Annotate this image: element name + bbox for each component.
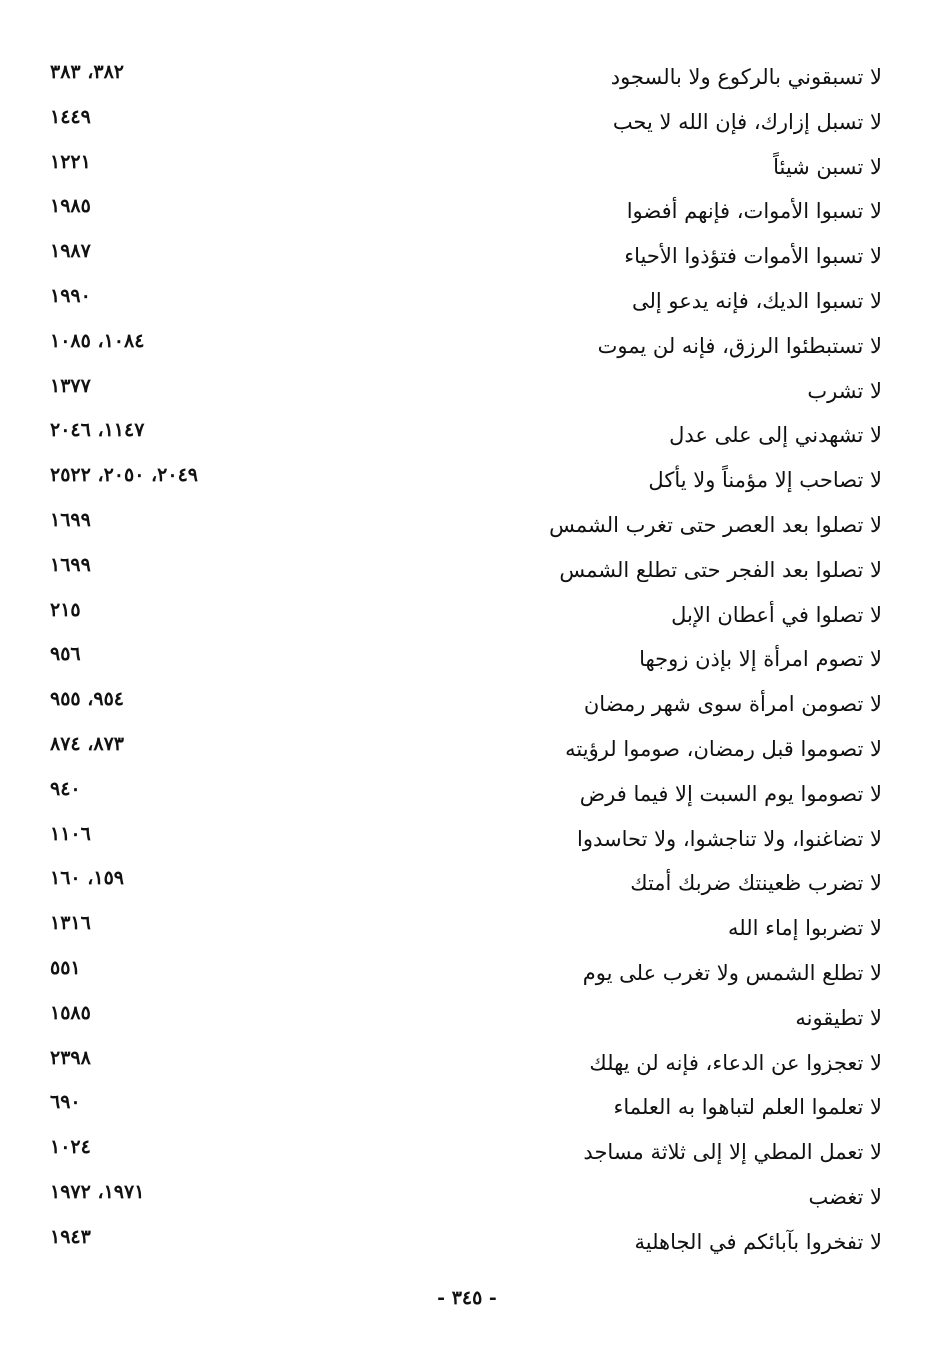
- index-entry: [40, 372, 882, 417]
- hadith-reference-numbers: ١٢٢١: [50, 150, 91, 173]
- hadith-opening-text: لا تصومن امرأة سوى شهر رمضان: [583, 692, 882, 717]
- hadith-opening-text: لا تضربوا إماء الله: [728, 916, 882, 941]
- hadith-reference-numbers: ١٦٩٩: [50, 553, 91, 576]
- hadith-reference-numbers: ٩٥٦: [50, 643, 81, 666]
- hadith-reference-numbers: ١٣١٦: [50, 912, 91, 935]
- hadith-opening-text: لا تطلع الشمس ولا تغرب على يوم: [582, 960, 882, 985]
- hadith-reference-numbers: ٦٩٠: [50, 1091, 81, 1114]
- hadith-opening-text: لا تصوموا قبل رمضان، صوموا لرؤيته: [565, 736, 882, 761]
- page-number: - ٣٤٥ -: [437, 1287, 497, 1309]
- hadith-opening-text: لا تشهدني إلى على عدل: [669, 423, 882, 448]
- index-entry: [40, 775, 882, 820]
- index-entry: [40, 1133, 882, 1178]
- hadith-opening-text: لا تعمل المطي إلا إلى ثلاثة مساجد: [583, 1140, 882, 1165]
- hadith-opening-text: لا تصلوا بعد الفجر حتى تطلع الشمس: [559, 557, 882, 582]
- index-entry: [40, 1088, 882, 1133]
- index-entry: [40, 551, 882, 596]
- index-entry: [40, 327, 882, 372]
- index-entry: [40, 1178, 882, 1223]
- index-entry: [40, 416, 882, 461]
- hadith-opening-text: لا تطيقونه: [795, 1005, 882, 1030]
- hadith-reference-numbers: ٨٧٣، ٨٧٤: [50, 732, 124, 755]
- hadith-opening-text: لا تعلموا العلم لتباهوا به العلماء: [613, 1095, 882, 1120]
- hadith-opening-text: لا تصوموا يوم السبت إلا فيما فرض: [579, 781, 882, 806]
- hadith-index-list: [40, 58, 882, 1268]
- index-entry: [40, 1223, 882, 1268]
- index-entry: [40, 461, 882, 506]
- hadith-reference-numbers: ١٩٨٧: [50, 240, 91, 263]
- index-entry: [40, 864, 882, 909]
- hadith-opening-text: لا تسبقوني بالركوع ولا بالسجود: [610, 65, 882, 89]
- hadith-reference-numbers: ٢٠٤٩، ٢٠٥٠، ٢٥٢٢: [50, 464, 198, 487]
- index-entry: [40, 640, 882, 685]
- index-entry: [40, 954, 882, 999]
- hadith-reference-numbers: ١٩٤٣: [50, 1225, 91, 1248]
- hadith-opening-text: لا تسبوا الأموات، فإنهم أفضوا: [626, 199, 882, 224]
- hadith-opening-text: لا تسبن شيئاً: [773, 154, 882, 179]
- index-entry: [40, 685, 882, 730]
- hadith-reference-numbers: ١٩٧١، ١٩٧٢: [50, 1180, 145, 1203]
- hadith-opening-text: لا تصوم امرأة إلا بإذن زوجها: [639, 647, 882, 672]
- hadith-reference-numbers: ٥٥١: [50, 956, 81, 979]
- hadith-reference-numbers: ١١٤٧، ٢٠٤٦: [50, 419, 145, 442]
- hadith-opening-text: لا تسبوا الأموات فتؤذوا الأحياء: [624, 244, 882, 269]
- hadith-reference-numbers: ١٠٢٤: [50, 1136, 91, 1159]
- hadith-reference-numbers: ١١٠٦: [50, 822, 91, 845]
- index-entry: [40, 1044, 882, 1089]
- hadith-opening-text: لا تستبطئوا الرزق، فإنه لن يموت: [597, 333, 882, 358]
- hadith-reference-numbers: ١٩٨٥: [50, 195, 91, 218]
- hadith-opening-text: لا تسبل إزارك، فإن الله لا يحب: [612, 109, 882, 134]
- hadith-opening-text: لا تصاحب إلا مؤمناً ولا يأكل: [648, 468, 882, 493]
- hadith-opening-text: لا تصلوا في أعطان الإبل: [671, 602, 882, 627]
- index-entry: [40, 730, 882, 775]
- hadith-reference-numbers: ٢٣٩٨: [50, 1046, 91, 1069]
- hadith-reference-numbers: ٣٨٢، ٣٨٣: [50, 61, 124, 83]
- hadith-opening-text: لا تضاغنوا، ولا تناجشوا، ولا تحاسدوا: [577, 826, 882, 851]
- hadith-opening-text: لا تصلوا بعد العصر حتى تغرب الشمس: [549, 512, 882, 537]
- index-entry: [40, 282, 882, 327]
- hadith-reference-numbers: ١٤٤٩: [50, 105, 91, 128]
- hadith-reference-numbers: ١٩٩٠: [50, 284, 91, 307]
- index-entry: [40, 58, 882, 103]
- hadith-opening-text: لا تشرب: [807, 378, 882, 403]
- hadith-reference-numbers: ١٥٩، ١٦٠: [50, 867, 124, 890]
- index-entry: [40, 999, 882, 1044]
- hadith-opening-text: لا تفخروا بآبائكم في الجاهلية: [634, 1229, 882, 1254]
- hadith-opening-text: لا تغضب: [808, 1184, 882, 1209]
- index-entry: [40, 909, 882, 954]
- hadith-reference-numbers: ١٥٨٥: [50, 1001, 91, 1024]
- hadith-reference-numbers: ١٠٨٤، ١٠٨٥: [50, 329, 145, 352]
- index-entry: [40, 192, 882, 237]
- index-entry: [40, 596, 882, 641]
- hadith-reference-numbers: ٢١٥: [50, 598, 81, 621]
- hadith-opening-text: لا تضرب ظعينتك ضربك أمتك: [630, 871, 882, 896]
- hadith-reference-numbers: ٩٤٠: [50, 777, 81, 800]
- index-entry: [40, 103, 882, 148]
- index-entry: [40, 820, 882, 865]
- hadith-reference-numbers: ٩٥٤، ٩٥٥: [50, 688, 124, 711]
- index-entry: [40, 237, 882, 282]
- hadith-reference-numbers: ١٣٧٧: [50, 374, 91, 397]
- hadith-opening-text: لا تسبوا الديك، فإنه يدعو إلى: [631, 288, 882, 313]
- index-entry: [40, 148, 882, 193]
- index-entry: [40, 506, 882, 551]
- hadith-opening-text: لا تعجزوا عن الدعاء، فإنه لن يهلك: [589, 1050, 882, 1075]
- hadith-reference-numbers: ١٦٩٩: [50, 508, 91, 531]
